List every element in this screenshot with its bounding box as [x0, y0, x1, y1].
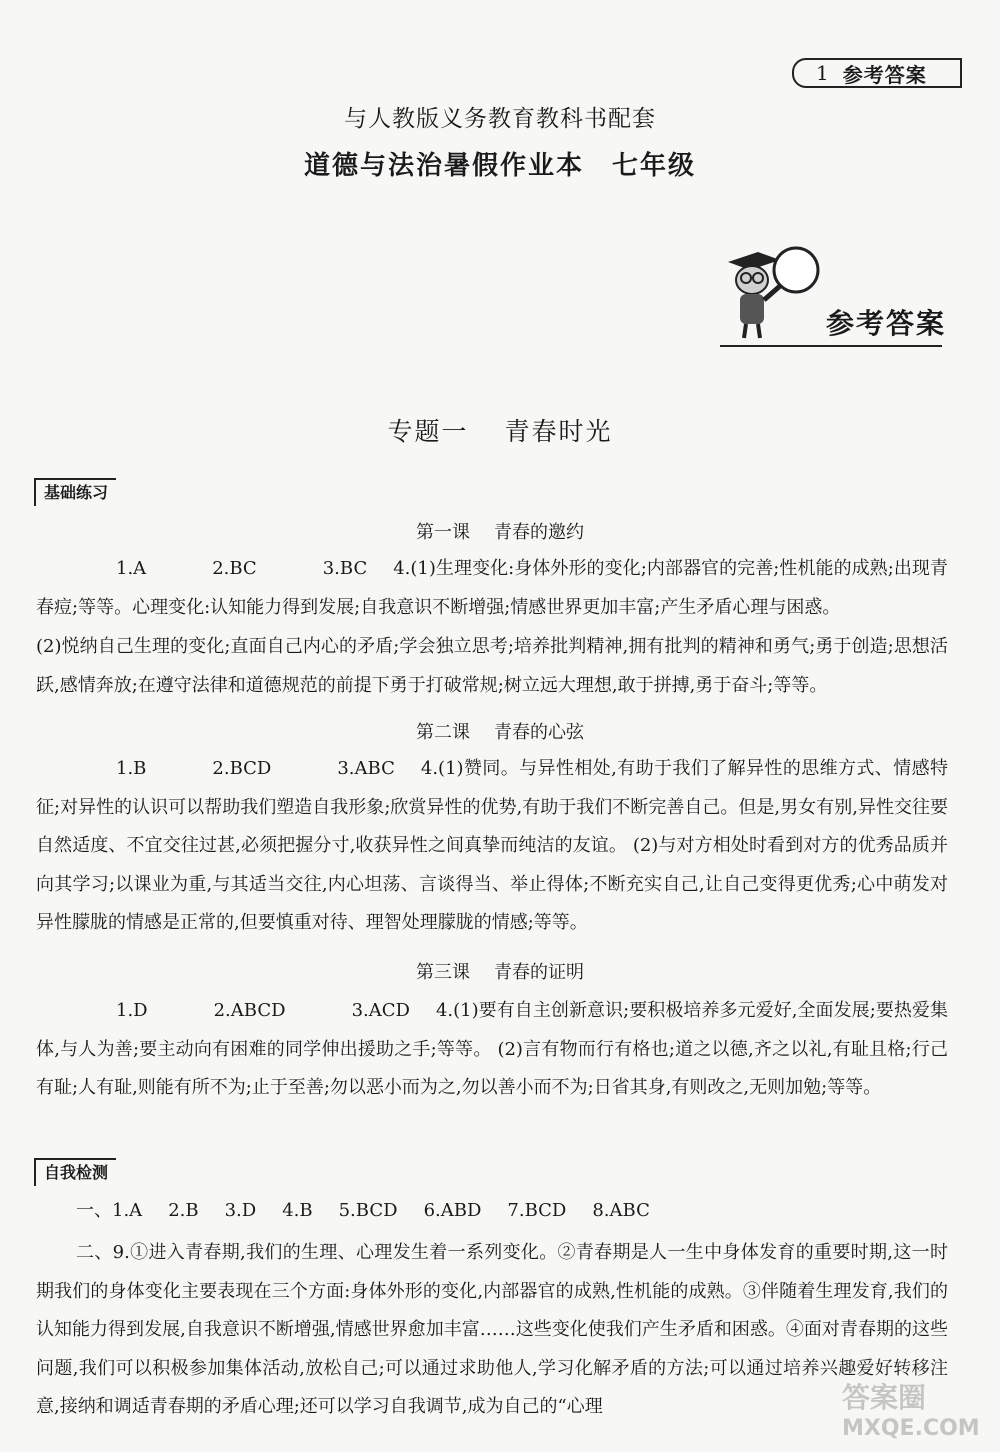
- lesson2-number: 第二课: [416, 722, 470, 743]
- answer-item: 3.BC: [322, 558, 368, 579]
- answer-item: 2.BC: [212, 558, 257, 579]
- lesson1-name: 青春的邀约: [494, 522, 584, 543]
- book-title-grade: 七年级: [612, 151, 697, 181]
- book-title: [0, 145, 1000, 182]
- page-tab: [792, 58, 962, 88]
- lesson1-text: 4.(1)生理变化:身体外形的变化;内部器官的完善;性机能的成熟;出现青春痘;等等。心理变化:认知能力得到发展;自我意识不断增强;情感世界更加丰富;产生矛盾心理与困惑。: [36, 558, 948, 618]
- section-basic-label: 基础练习: [34, 478, 116, 506]
- lesson2-text: 4.(1)赞同。与异性相处,有助于我们了解异性的思维方式、情感特征;对异性的认识可以帮助我们塑造自我形象;欣赏异性的优势,有助于我们不断完善自己。但是,男女有别,异性交往要自然适度、不宜交往过甚,必须把握分寸,收获异性之间真挚而纯洁的友谊。 (2)与对方相处时看到对方的优秀品质并向其学习;以课业为重,与其适当交往,内心坦荡、言谈得当、举止得体;不断充实自己,让自己变得更优秀;心中萌发对异性朦胧的情感是正常的,但要慎重对待、理智处理朦胧的情感;等等。: [36, 758, 948, 933]
- answer-item: 1.A: [116, 558, 147, 579]
- lesson1-text2: (2)悦纳自己生理的变化;直面自己内心的矛盾;学会独立思考;培养批判精神,拥有批判的精神和勇气;勇于创造;思想活跃,感情奔放;在遵守法律和道德规范的前提下勇于打破常规;树立远大理想,敢于拼搏,勇于奋斗;等等。: [36, 636, 948, 696]
- lesson3-name: 青春的证明: [494, 962, 584, 983]
- watermark-logo: [842, 1376, 980, 1441]
- answer-item: 4.B: [282, 1200, 313, 1221]
- answer-heading: 参考答案: [826, 307, 947, 340]
- divider: [720, 345, 942, 347]
- answer-item: 7.BCD: [507, 1200, 567, 1221]
- lesson2-answers: [36, 750, 948, 943]
- selfcheck-text: 二、9.①进入青春期,我们的生理、心理发生着一系列变化。②青春期是人一生中身体发育的重要时期,这一时期我们的身体变化主要表现在三个方面:身体外形的变化,内部器官的成熟,性机能的成熟。③伴随着生理发育,我们的认知能力得到发展,自我意识不断增强,情感世界愈加丰富……这些变化使我们产生矛盾和困惑。④面对青春期的这些问题,我们可以积极参加集体活动,放松自己;可以通过求助他人,学习化解矛盾的方法;可以通过培养兴趣爱好转移注意,接纳和调适青春期的矛盾心理;还可以学习自我调节,成为自己的“心理: [36, 1242, 948, 1417]
- lesson1-number: 第一课: [416, 522, 470, 543]
- page-tab-label: 参考答案: [842, 62, 927, 87]
- answer-item: 2.BCD: [212, 758, 272, 779]
- book-subtitle: 与人教版义务教育教科书配套: [344, 106, 656, 132]
- answer-item: 2.B: [168, 1200, 199, 1221]
- lesson3-title: [0, 958, 1000, 984]
- lesson3-answers: [36, 992, 948, 1108]
- lesson3-number: 第三课: [416, 962, 470, 983]
- answer-item: 6.ABD: [423, 1200, 482, 1221]
- lesson1-answers: [36, 550, 948, 627]
- answer-item: 3.ACD: [351, 1000, 410, 1021]
- answer-item: 2.ABCD: [213, 1000, 286, 1021]
- topic-number: 专题一: [387, 417, 469, 446]
- graduate-magnifier-icon: [720, 240, 830, 340]
- mcq-prefix: 一、: [76, 1200, 112, 1221]
- topic-title: [0, 412, 1000, 448]
- lesson2-title: [0, 718, 1000, 744]
- section-selfcheck-label: 自我检测: [34, 1158, 116, 1186]
- answer-item: 1.D: [116, 1000, 148, 1021]
- answer-item: 8.ABC: [592, 1200, 650, 1221]
- book-title-main: 道德与法治暑假作业本: [303, 151, 584, 181]
- answer-item: 3.ABC: [337, 758, 395, 779]
- lesson2-name: 青春的心弦: [494, 722, 584, 743]
- topic-name: 青春时光: [504, 417, 613, 446]
- watermark-text: 答案圈: [842, 1381, 927, 1414]
- answer-item: 1.A: [112, 1200, 143, 1221]
- lesson1-title: [0, 518, 1000, 544]
- answer-item: 5.BCD: [338, 1200, 398, 1221]
- answer-item: 3.D: [224, 1200, 257, 1221]
- lesson3-text: 4.(1)要有自主创新意识;要积极培养多元爱好,全面发展;要热爱集体,与人为善;要主动向有困难的同学伸出援助之手;等等。 (2)言有物而行有格也;道之以德,齐之以礼,有耻且格;行己有耻;人有耻,则能有所不为;止于至善;勿以恶小而为之,勿以善小而不为;日省其身,有则改之,无则加勉;等等。: [36, 1000, 948, 1098]
- answer-item: 1.B: [116, 758, 147, 779]
- page-number: 1: [816, 61, 829, 85]
- selfcheck-answers: [76, 1196, 676, 1226]
- watermark-url: MXQE.COM: [842, 1416, 980, 1441]
